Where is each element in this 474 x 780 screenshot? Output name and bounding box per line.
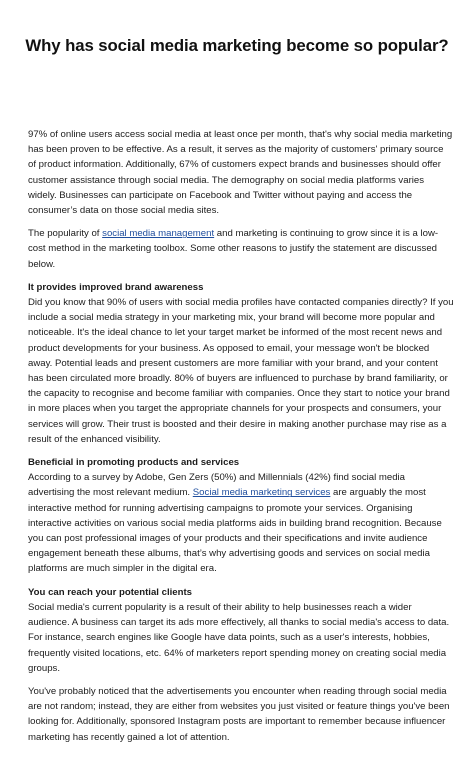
- section-heading: You can reach your potential clients: [28, 586, 193, 598]
- article-body: [28, 127, 454, 753]
- social-media-marketing-services-link[interactable]: Social media marketing services: [192, 487, 331, 499]
- section-brand-awareness: [28, 280, 454, 447]
- intro-paragraph: 97% of online users access social media at least once per month, that's why social media marketing has been proven to be effective. As a result, it serves as the majority of customers' primary source of product information. Additionally, 67% of customers expect brands and businesses should offer customer assistance through social media. The demography on social media platforms varies widely. Businesses can participate on Facebook and Twitter without paying and access the consumer’s data on those social media sites.: [28, 129, 453, 217]
- social-media-management-link[interactable]: social media management: [102, 228, 215, 240]
- section-promoting-products: [28, 455, 454, 577]
- section-heading: It provides improved brand awareness: [28, 281, 204, 293]
- popularity-paragraph: [28, 226, 454, 272]
- section-text-before: According to a survey by Adobe, Gen Zers (50%) and Millennials (42%) find social media advertising the most relevant medium.: [28, 472, 406, 499]
- section-heading: Beneficial in promoting products and services: [28, 457, 240, 469]
- section-text: Did you know that 90% of users with social media profiles have contacted companies directly? If you include a social media strategy in your marketing mix, your brand will become more popular and noticeable. It's the ideal chance to let your target market be informed of the most recent news and product developments for your business. As opposed to email, your message won't be blocked away. Potential leads and present customers are more familiar with your brand, and your content has been circulated more broadly. 80% of buyers are influenced to purchase by brand familiarity, or the capacity to recognise and become familiar with companies. Once they start to notice your brand in more places when you target the appropriate channels for your prospects and consumers, your services will grow. Their trust is boosted and their desire in making another purchase may rise as a result of the enhanced visibility.: [28, 297, 454, 445]
- section-text-after: are arguably the most interactive method for running advertising campaigns to promote your services. Organising interactive activities on various social media platforms aids in building brand recognition. Because you can post professional images of your products and their specifications and invite audience engagement beneath these albums, that’s why advertising goods and services on social media platforms are much simpler in the digital era.: [28, 487, 442, 575]
- popularity-text-before: The popularity of: [28, 228, 103, 240]
- closing-paragraph: You've probably noticed that the advertisements you encounter when reading through social media are not random; instead, they are either from websites you just visited or feature things you've been looking for. Additionally, sponsored Instagram posts are important to remember because influencer marketing has recently gained a lot of attention.: [28, 685, 450, 743]
- section-reach-clients: [28, 585, 454, 676]
- page-title: Why has social media marketing become so popular?: [25, 36, 449, 55]
- popularity-text-after: and marketing is continuing to grow since it is a low-cost method in the marketing toolbox. Some other reasons to justify the statement are discussed below.: [28, 228, 439, 270]
- section-text: Social media's current popularity is a result of their ability to help businesses reach a wider audience. A business can target its ads more effectively, all thanks to social media's access to data. For instance, search engines like Google have data points, such as a user's interests, hobbies, frequently visited locations, etc. 64% of marketers report spending money on creating social media groups.: [28, 601, 450, 674]
